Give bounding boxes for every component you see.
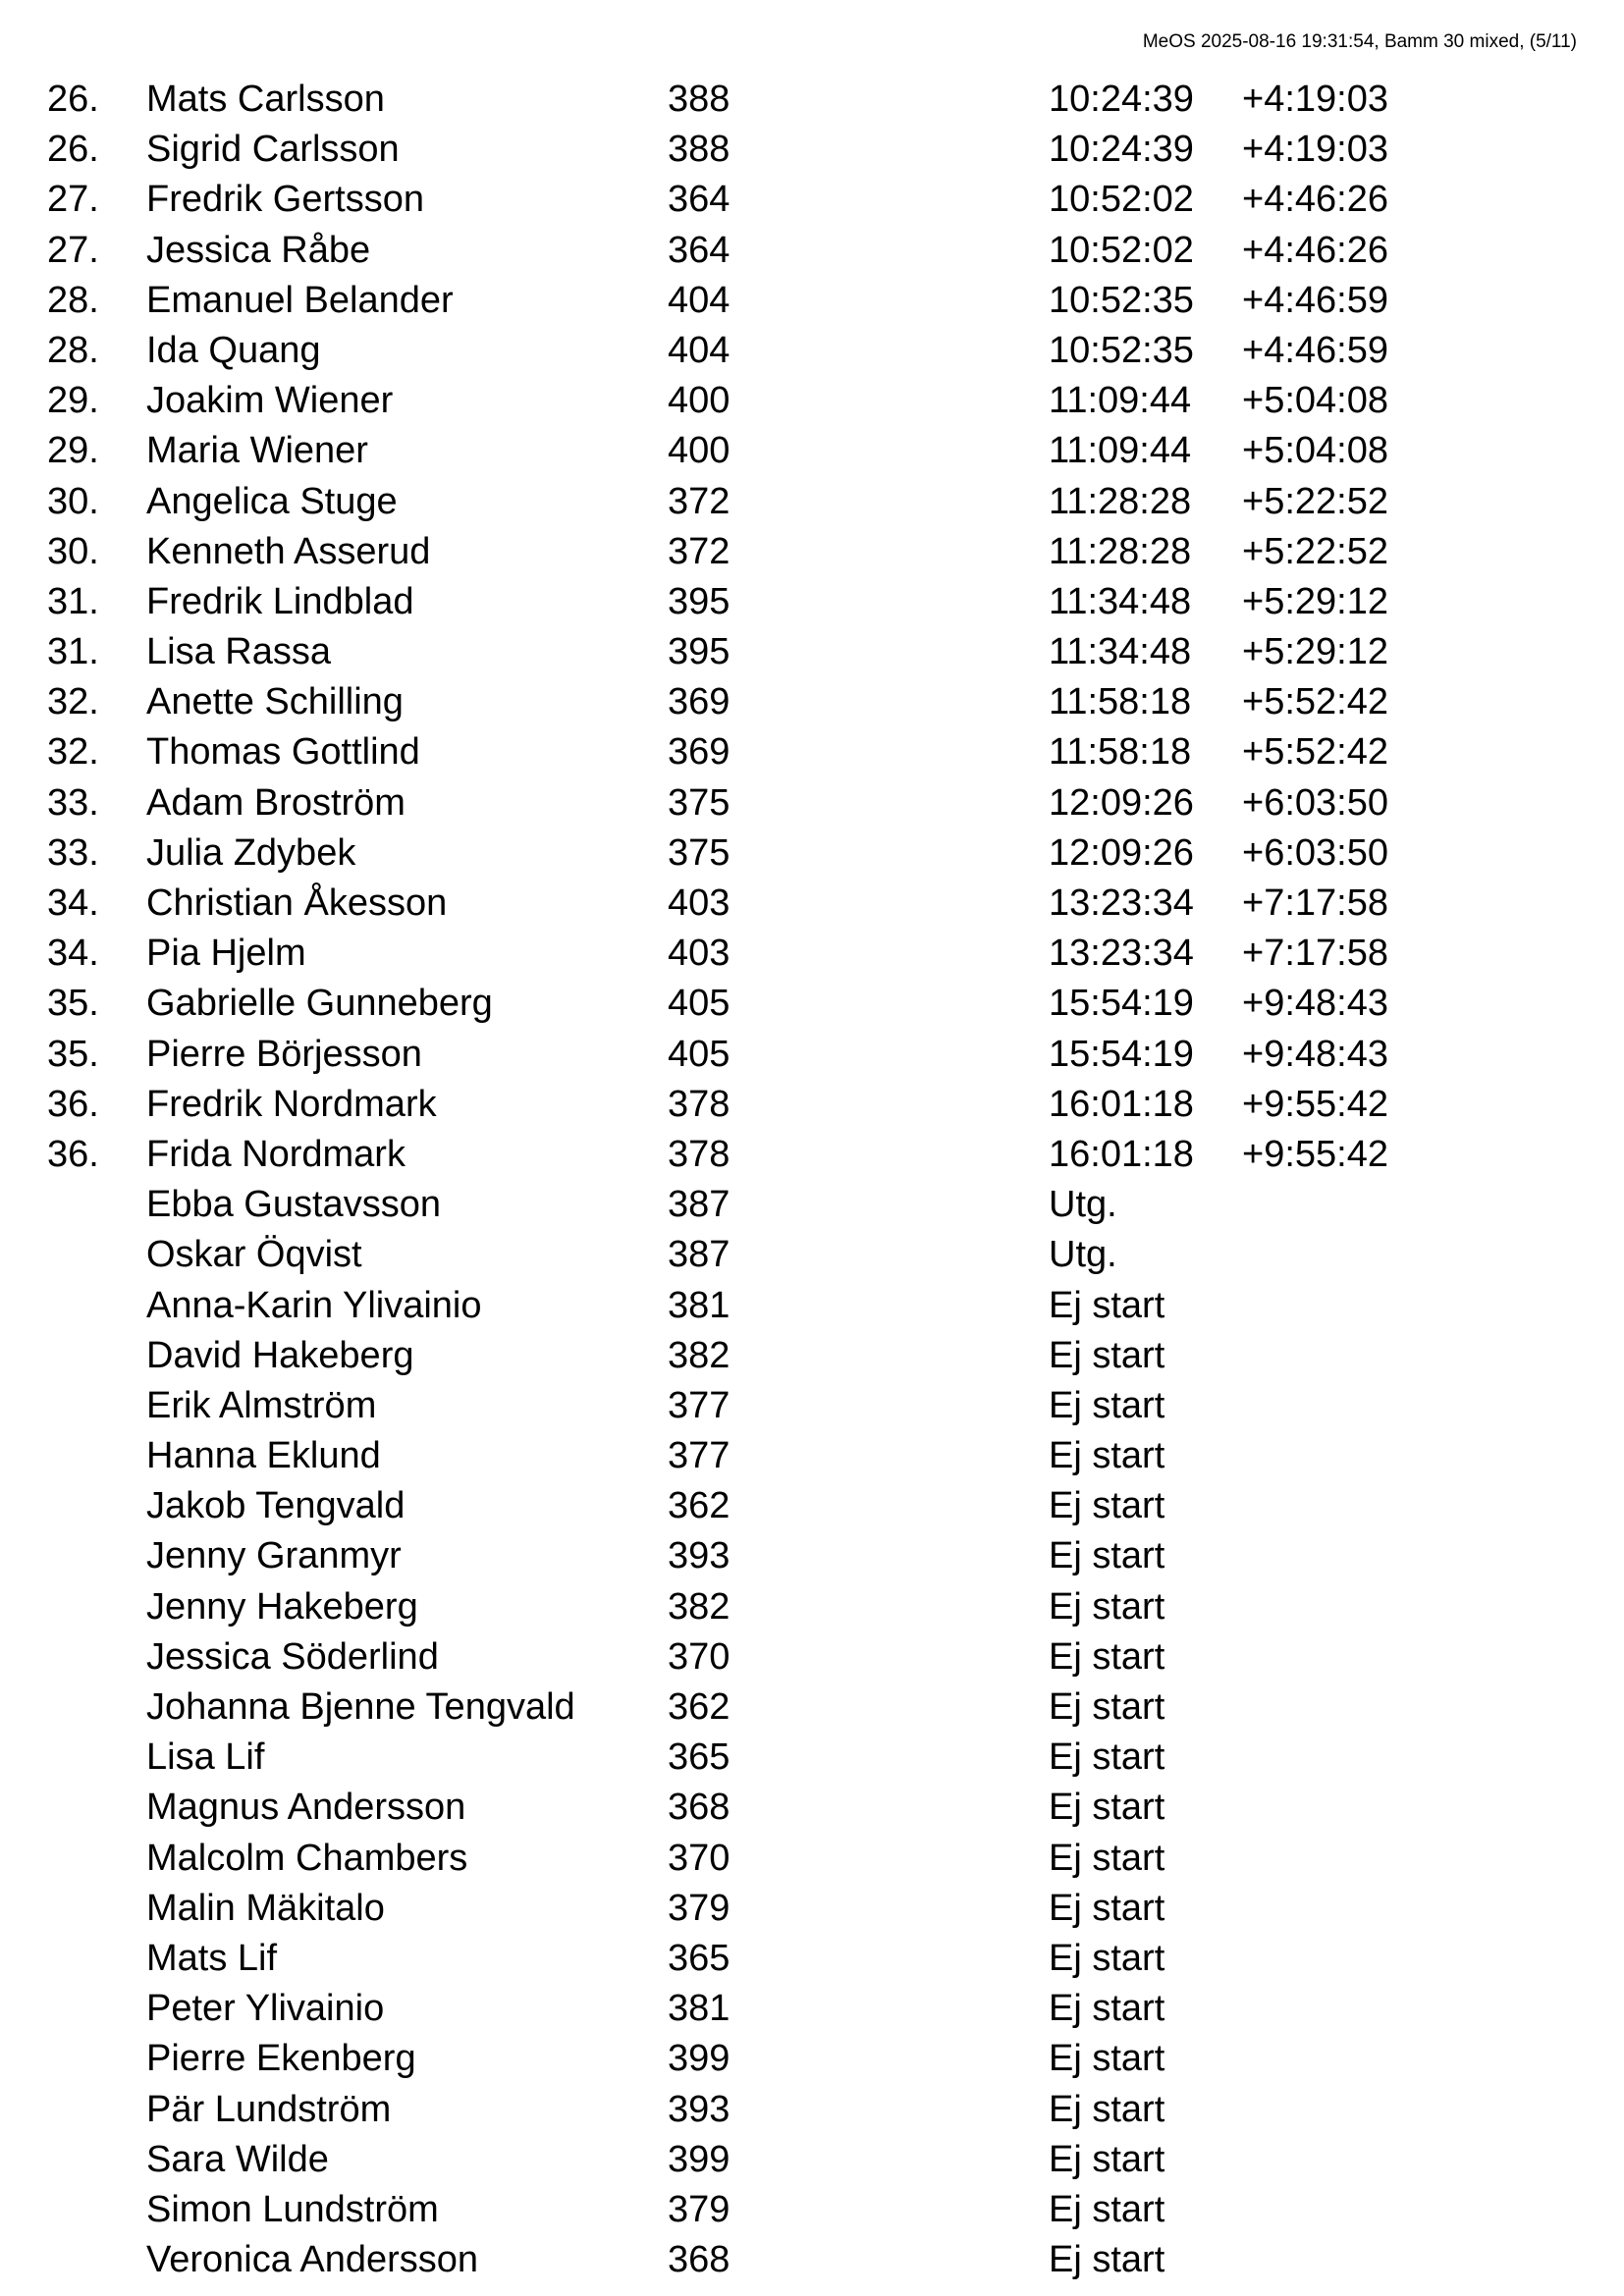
diff-cell: +4:19:03 xyxy=(1242,79,1388,120)
time-cell: 10:52:02 xyxy=(1049,179,1194,221)
result-row xyxy=(0,1884,1624,1934)
bib-cell: 368 xyxy=(668,2239,731,2281)
name-cell: Johanna Bjenne Tengvald xyxy=(146,1686,575,1728)
bib-cell: 381 xyxy=(668,1284,731,1326)
bib-cell: 372 xyxy=(668,480,731,522)
place-cell: 32. xyxy=(47,731,99,774)
bib-cell: 378 xyxy=(668,1083,731,1125)
name-cell: Christian Åkesson xyxy=(146,882,448,924)
result-row xyxy=(0,1582,1624,1632)
bib-cell: 404 xyxy=(668,279,731,321)
result-row xyxy=(0,677,1624,727)
time-cell: Ej start xyxy=(1049,2239,1165,2281)
diff-cell: +4:46:59 xyxy=(1242,329,1388,371)
name-cell: Oskar Öqvist xyxy=(146,1234,362,1276)
result-row xyxy=(0,376,1624,426)
name-cell: Pia Hjelm xyxy=(146,933,306,975)
diff-cell: +4:46:26 xyxy=(1242,229,1388,271)
bib-cell: 364 xyxy=(668,179,731,221)
result-row xyxy=(0,778,1624,828)
diff-cell: +5:04:08 xyxy=(1242,380,1388,422)
name-cell: Simon Lundström xyxy=(146,2188,439,2230)
bib-cell: 400 xyxy=(668,430,731,472)
time-cell: Ej start xyxy=(1049,1837,1165,1879)
result-row xyxy=(0,1481,1624,1531)
time-cell: Ej start xyxy=(1049,1686,1165,1728)
result-row xyxy=(0,1934,1624,1984)
time-cell: 13:23:34 xyxy=(1049,882,1194,924)
time-cell: 15:54:19 xyxy=(1049,983,1194,1025)
result-row xyxy=(0,828,1624,879)
name-cell: Emanuel Belander xyxy=(146,279,454,321)
bib-cell: 395 xyxy=(668,631,731,673)
bib-cell: 362 xyxy=(668,1485,731,1527)
name-cell: Adam Broström xyxy=(146,781,406,824)
place-cell: 30. xyxy=(47,530,99,572)
bib-cell: 370 xyxy=(668,1635,731,1678)
place-cell: 28. xyxy=(47,329,99,371)
result-row xyxy=(0,226,1624,276)
name-cell: Sara Wilde xyxy=(146,2138,329,2180)
name-cell: Jessica Råbe xyxy=(146,229,371,271)
time-cell: Ej start xyxy=(1049,1585,1165,1628)
bib-cell: 404 xyxy=(668,329,731,371)
bib-cell: 378 xyxy=(668,1133,731,1175)
name-cell: Ida Quang xyxy=(146,329,321,371)
result-row xyxy=(0,2085,1624,2135)
result-row xyxy=(0,627,1624,677)
time-cell: 15:54:19 xyxy=(1049,1033,1194,1075)
place-cell: 34. xyxy=(47,882,99,924)
name-cell: Malcolm Chambers xyxy=(146,1837,468,1879)
result-row xyxy=(0,577,1624,627)
time-cell: 16:01:18 xyxy=(1049,1083,1194,1125)
diff-cell: +4:19:03 xyxy=(1242,129,1388,171)
place-cell: 26. xyxy=(47,79,99,120)
time-cell: Ej start xyxy=(1049,2188,1165,2230)
bib-cell: 393 xyxy=(668,2088,731,2130)
diff-cell: +9:55:42 xyxy=(1242,1133,1388,1175)
result-row xyxy=(0,2235,1624,2285)
place-cell: 30. xyxy=(47,480,99,522)
place-cell: 27. xyxy=(47,179,99,221)
bib-cell: 370 xyxy=(668,1837,731,1879)
page-header: MeOS 2025-08-16 19:31:54, Bamm 30 mixed, (5/11) xyxy=(1142,31,1577,52)
name-cell: Angelica Stuge xyxy=(146,480,398,522)
result-row xyxy=(0,2034,1624,2084)
result-row xyxy=(0,1783,1624,1833)
result-row xyxy=(0,1682,1624,1733)
result-row xyxy=(0,727,1624,777)
result-row xyxy=(0,1381,1624,1431)
name-cell: Malin Mäkitalo xyxy=(146,1887,385,1929)
name-cell: Kenneth Asserud xyxy=(146,530,431,572)
result-row xyxy=(0,276,1624,326)
diff-cell: +5:22:52 xyxy=(1242,480,1388,522)
time-cell: 10:52:35 xyxy=(1049,329,1194,371)
diff-cell: +5:29:12 xyxy=(1242,580,1388,622)
diff-cell: +5:52:42 xyxy=(1242,731,1388,774)
name-cell: Fredrik Lindblad xyxy=(146,580,414,622)
diff-cell: +6:03:50 xyxy=(1242,781,1388,824)
bib-cell: 395 xyxy=(668,580,731,622)
bib-cell: 400 xyxy=(668,380,731,422)
diff-cell: +4:46:59 xyxy=(1242,279,1388,321)
place-cell: 35. xyxy=(47,1033,99,1075)
bib-cell: 377 xyxy=(668,1435,731,1477)
bib-cell: 369 xyxy=(668,731,731,774)
diff-cell: +9:48:43 xyxy=(1242,1033,1388,1075)
time-cell: Utg. xyxy=(1049,1234,1117,1276)
result-row xyxy=(0,477,1624,527)
time-cell: Ej start xyxy=(1049,1384,1165,1426)
name-cell: Anette Schilling xyxy=(146,681,404,723)
time-cell: Ej start xyxy=(1049,1887,1165,1929)
time-cell: 12:09:26 xyxy=(1049,831,1194,874)
name-cell: Maria Wiener xyxy=(146,430,368,472)
name-cell: Magnus Andersson xyxy=(146,1787,466,1829)
result-row xyxy=(0,1632,1624,1682)
bib-cell: 387 xyxy=(668,1234,731,1276)
time-cell: Ej start xyxy=(1049,1937,1165,1979)
result-row xyxy=(0,979,1624,1029)
time-cell: 13:23:34 xyxy=(1049,933,1194,975)
bib-cell: 365 xyxy=(668,1937,731,1979)
time-cell: 11:34:48 xyxy=(1049,580,1192,622)
time-cell: Ej start xyxy=(1049,1284,1165,1326)
name-cell: Anna-Karin Ylivainio xyxy=(146,1284,482,1326)
name-cell: Erik Almström xyxy=(146,1384,377,1426)
name-cell: Sigrid Carlsson xyxy=(146,129,400,171)
name-cell: Peter Ylivainio xyxy=(146,1988,385,2030)
bib-cell: 387 xyxy=(668,1184,731,1226)
result-row xyxy=(0,1834,1624,1884)
result-row xyxy=(0,75,1624,125)
result-row xyxy=(0,1733,1624,1783)
name-cell: Lisa Lif xyxy=(146,1736,265,1779)
diff-cell: +6:03:50 xyxy=(1242,831,1388,874)
name-cell: Jakob Tengvald xyxy=(146,1485,406,1527)
place-cell: 35. xyxy=(47,983,99,1025)
name-cell: Gabrielle Gunneberg xyxy=(146,983,493,1025)
bib-cell: 399 xyxy=(668,2038,731,2080)
diff-cell: +9:48:43 xyxy=(1242,983,1388,1025)
name-cell: Julia Zdybek xyxy=(146,831,356,874)
name-cell: Mats Lif xyxy=(146,1937,278,1979)
bib-cell: 405 xyxy=(668,1033,731,1075)
result-row xyxy=(0,1431,1624,1481)
time-cell: Ej start xyxy=(1049,1334,1165,1376)
time-cell: Ej start xyxy=(1049,2138,1165,2180)
time-cell: 11:28:28 xyxy=(1049,530,1192,572)
place-cell: 33. xyxy=(47,831,99,874)
bib-cell: 362 xyxy=(668,1686,731,1728)
time-cell: Utg. xyxy=(1049,1184,1117,1226)
bib-cell: 369 xyxy=(668,681,731,723)
place-cell: 34. xyxy=(47,933,99,975)
time-cell: Ej start xyxy=(1049,1435,1165,1477)
name-cell: Pierre Ekenberg xyxy=(146,2038,416,2080)
name-cell: Jessica Söderlind xyxy=(146,1635,439,1678)
time-cell: 10:52:35 xyxy=(1049,279,1194,321)
name-cell: Hanna Eklund xyxy=(146,1435,381,1477)
bib-cell: 382 xyxy=(668,1585,731,1628)
bib-cell: 403 xyxy=(668,882,731,924)
name-cell: Thomas Gottlind xyxy=(146,731,420,774)
bib-cell: 364 xyxy=(668,229,731,271)
place-cell: 29. xyxy=(47,380,99,422)
bib-cell: 403 xyxy=(668,933,731,975)
diff-cell: +5:29:12 xyxy=(1242,631,1388,673)
time-cell: Ej start xyxy=(1049,1635,1165,1678)
result-row xyxy=(0,1230,1624,1280)
place-cell: 36. xyxy=(47,1133,99,1175)
name-cell: Jenny Hakeberg xyxy=(146,1585,418,1628)
place-cell: 31. xyxy=(47,580,99,622)
result-row xyxy=(0,1984,1624,2034)
time-cell: Ej start xyxy=(1049,1787,1165,1829)
bib-cell: 372 xyxy=(668,530,731,572)
time-cell: 12:09:26 xyxy=(1049,781,1194,824)
bib-cell: 388 xyxy=(668,129,731,171)
name-cell: Joakim Wiener xyxy=(146,380,394,422)
results-list xyxy=(0,75,1624,2285)
name-cell: Frida Nordmark xyxy=(146,1133,406,1175)
name-cell: Mats Carlsson xyxy=(146,79,385,120)
name-cell: David Hakeberg xyxy=(146,1334,414,1376)
bib-cell: 379 xyxy=(668,1887,731,1929)
diff-cell: +5:04:08 xyxy=(1242,430,1388,472)
result-row xyxy=(0,1331,1624,1381)
time-cell: Ej start xyxy=(1049,1485,1165,1527)
name-cell: Fredrik Gertsson xyxy=(146,179,424,221)
bib-cell: 382 xyxy=(668,1334,731,1376)
result-row xyxy=(0,426,1624,476)
time-cell: 11:34:48 xyxy=(1049,631,1192,673)
name-cell: Veronica Andersson xyxy=(146,2239,479,2281)
time-cell: 11:58:18 xyxy=(1049,731,1192,774)
bib-cell: 393 xyxy=(668,1535,731,1577)
bib-cell: 375 xyxy=(668,831,731,874)
result-row xyxy=(0,527,1624,577)
time-cell: Ej start xyxy=(1049,2088,1165,2130)
diff-cell: +7:17:58 xyxy=(1242,882,1388,924)
place-cell: 28. xyxy=(47,279,99,321)
result-row xyxy=(0,879,1624,929)
bib-cell: 388 xyxy=(668,79,731,120)
result-row xyxy=(0,1080,1624,1130)
bib-cell: 399 xyxy=(668,2138,731,2180)
place-cell: 32. xyxy=(47,681,99,723)
result-row xyxy=(0,1531,1624,1581)
place-cell: 36. xyxy=(47,1083,99,1125)
diff-cell: +5:52:42 xyxy=(1242,681,1388,723)
name-cell: Jenny Granmyr xyxy=(146,1535,402,1577)
place-cell: 33. xyxy=(47,781,99,824)
place-cell: 31. xyxy=(47,631,99,673)
bib-cell: 379 xyxy=(668,2188,731,2230)
time-cell: 11:28:28 xyxy=(1049,480,1192,522)
time-cell: Ej start xyxy=(1049,2038,1165,2080)
bib-cell: 377 xyxy=(668,1384,731,1426)
place-cell: 27. xyxy=(47,229,99,271)
bib-cell: 375 xyxy=(668,781,731,824)
name-cell: Pierre Börjesson xyxy=(146,1033,422,1075)
result-row xyxy=(0,1281,1624,1331)
result-row xyxy=(0,2135,1624,2185)
result-row xyxy=(0,2185,1624,2235)
time-cell: Ej start xyxy=(1049,1988,1165,2030)
name-cell: Lisa Rassa xyxy=(146,631,331,673)
time-cell: 10:24:39 xyxy=(1049,129,1194,171)
diff-cell: +9:55:42 xyxy=(1242,1083,1388,1125)
name-cell: Ebba Gustavsson xyxy=(146,1184,441,1226)
time-cell: Ej start xyxy=(1049,1736,1165,1779)
bib-cell: 368 xyxy=(668,1787,731,1829)
time-cell: 10:52:02 xyxy=(1049,229,1194,271)
result-row xyxy=(0,1030,1624,1080)
result-row xyxy=(0,1180,1624,1230)
time-cell: 16:01:18 xyxy=(1049,1133,1194,1175)
diff-cell: +4:46:26 xyxy=(1242,179,1388,221)
result-row xyxy=(0,175,1624,225)
result-row xyxy=(0,125,1624,175)
name-cell: Fredrik Nordmark xyxy=(146,1083,437,1125)
place-cell: 26. xyxy=(47,129,99,171)
name-cell: Pär Lundström xyxy=(146,2088,392,2130)
bib-cell: 365 xyxy=(668,1736,731,1779)
time-cell: 11:09:44 xyxy=(1049,380,1192,422)
time-cell: 11:09:44 xyxy=(1049,430,1192,472)
bib-cell: 405 xyxy=(668,983,731,1025)
diff-cell: +7:17:58 xyxy=(1242,933,1388,975)
result-row xyxy=(0,929,1624,979)
result-row xyxy=(0,1130,1624,1180)
time-cell: 10:24:39 xyxy=(1049,79,1194,120)
diff-cell: +5:22:52 xyxy=(1242,530,1388,572)
place-cell: 29. xyxy=(47,430,99,472)
time-cell: Ej start xyxy=(1049,1535,1165,1577)
result-row xyxy=(0,326,1624,376)
time-cell: 11:58:18 xyxy=(1049,681,1192,723)
bib-cell: 381 xyxy=(668,1988,731,2030)
